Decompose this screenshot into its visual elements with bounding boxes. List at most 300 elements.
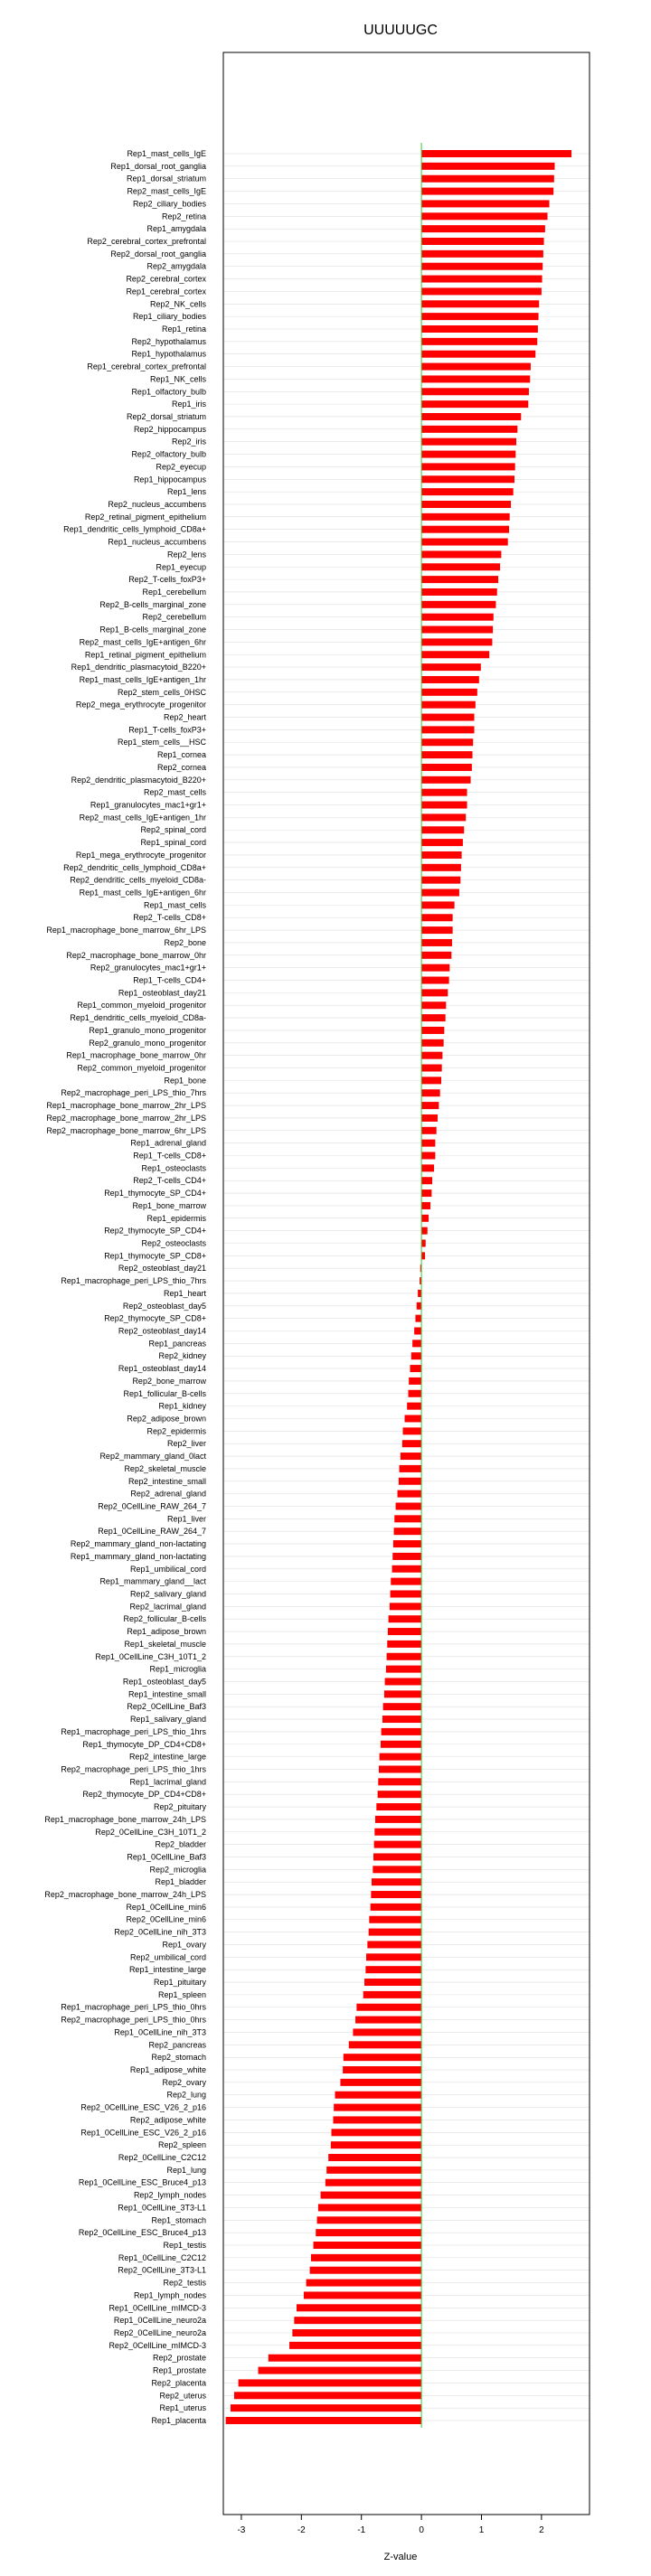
category-label: Rep1_mast_cells_IgE+antigen_6hr [79,888,206,898]
bar [369,1929,421,1936]
category-label: Rep1_testis [163,2241,206,2251]
bar [326,2179,421,2186]
category-label: Rep1_epidermis [146,1213,206,1223]
category-label: Rep1_retina [161,324,206,334]
category-label: Rep2_mammary_gland_0lact [99,1452,206,1462]
bar [365,1966,421,1973]
category-label: Rep1_macrophage_peri_LPS_thio_1hrs [61,1726,206,1736]
x-axis-label: Z-value [383,2552,418,2562]
category-label: Rep2_osteoclasts [141,1238,206,1248]
bar [379,1765,421,1772]
bar [317,2216,422,2223]
category-label: Rep2_0CellLine_neuro2a [113,2328,206,2338]
category-label: Rep2_uterus [159,2391,206,2401]
bar [412,1340,421,1347]
category-label: Rep2_adrenal_gland [130,1489,206,1499]
category-label: Rep1_prostate [152,2365,206,2375]
bar [421,726,474,733]
bar [297,2304,421,2311]
category-label: Rep2_macrophage_peri_LPS_thio_1hrs [61,1764,206,1774]
category-label: Rep2_0CellLine_3T3-L1 [118,2265,206,2275]
bar [421,588,497,596]
category-label: Rep2_mast_cells_IgE [127,186,206,196]
bar [421,313,538,320]
bar [391,1578,421,1585]
bar [411,1352,421,1359]
bar [421,964,449,972]
bar [421,851,461,859]
bar [387,1653,422,1660]
bar [378,1791,421,1798]
category-label: Rep1_stomach [151,2215,206,2225]
category-label: Rep2_retina [161,212,206,221]
bar [380,1753,421,1761]
bar [259,2367,422,2374]
bar [421,1089,440,1096]
bar [421,388,529,395]
category-label: Rep1_kidney [158,1401,206,1411]
bar [421,738,473,746]
category-label: Rep2_spleen [157,2140,206,2150]
category-label: Rep1_lung [166,2165,206,2175]
bar [421,877,460,884]
bar [421,1052,442,1059]
bar [396,1502,422,1509]
category-label: Rep1_mast_cells_IgE [127,149,206,158]
category-label: Rep1_mega_erythrocyte_progenitor [75,850,206,860]
category-label: Rep2_lymph_nodes [133,2190,206,2200]
bar [401,1453,421,1460]
category-label: Rep1_hippocampus [133,475,206,484]
category-label: Rep1_stem_cells__HSC [117,738,206,747]
category-label: Rep1_heart [163,1288,206,1298]
category-label: Rep1_uterus [159,2403,206,2413]
bar [363,1991,421,1998]
category-label: Rep2_dendritic_plasmacytoid_B220+ [71,775,206,785]
category-label: Rep2_mast_cells_IgE+antigen_1hr [79,813,206,823]
bar [355,2017,421,2024]
bar [343,2066,421,2073]
category-label: Rep1_adipose_white [129,2065,206,2075]
category-label: Rep2_bladder [155,1839,206,1849]
bar [421,1014,446,1021]
category-label: Rep1_macrophage_bone_marrow_2hr_LPS [46,1101,206,1111]
category-label: Rep1_NK_cells [149,374,206,384]
category-label: Rep2_epidermis [146,1426,206,1436]
bar [421,150,571,157]
bar [407,1403,421,1410]
bar [421,889,459,897]
category-label: Rep2_umbilical_cord [129,1952,206,1962]
category-label: Rep2_NK_cells [149,299,206,309]
category-label: Rep2_eyecup [156,462,206,472]
bar [385,1678,422,1685]
bar [421,926,453,934]
bar [421,463,515,470]
bar [372,1878,421,1885]
bar [394,1515,421,1522]
category-label: Rep1_cerebral_cortex_prefrontal [87,362,206,371]
category-label: Rep2_stem_cells_0HSC [117,687,206,697]
category-label: Rep1_dorsal_root_ganglia [110,161,206,171]
category-label: Rep2_T-cells_CD8+ [133,913,206,923]
bar [421,1177,432,1184]
category-label: Rep1_hypothalamus [131,349,206,359]
category-label: Rep2_intestine_large [128,1752,206,1762]
category-label: Rep2_ovary [162,2077,206,2087]
bar [421,325,538,333]
bar [421,225,545,232]
category-label: Rep2_osteoblast_day14 [118,1326,206,1336]
bar [374,1829,421,1836]
bars [226,150,571,2424]
bar [421,1227,428,1235]
category-label: Rep1_macrophage_peri_LPS_thio_0hrs [61,2002,206,2012]
bar [392,1565,422,1573]
bar [421,626,493,634]
bar [421,776,470,784]
category-label: Rep2_B-cells_marginal_zone [99,599,206,609]
bar [349,2041,421,2048]
bar [353,2028,421,2035]
bar [421,1027,444,1034]
category-label: Rep2_macrophage_bone_marrow_0hr [66,950,206,960]
category-label: Rep1_ovary [162,1940,206,1950]
bar [410,1365,421,1372]
category-label: Rep1_granulo_mono_progenitor [89,1025,206,1035]
category-label: Rep1_mast_cells_IgE+antigen_1hr [79,674,206,684]
bar [326,2167,421,2174]
category-label: Rep1_ciliary_bodies [132,312,206,322]
category-label: Rep1_lacrimal_gland [129,1777,206,1787]
category-label: Rep1_0CellLine_neuro2a [113,2316,206,2326]
bar [421,1114,438,1122]
bar [340,2079,421,2086]
bar [421,263,542,270]
category-label: Rep2_prostate [152,2353,206,2363]
bar [374,1841,421,1848]
bar [421,375,530,382]
bar [421,864,461,871]
category-label: Rep2_pancreas [148,2040,206,2050]
bar [421,1152,435,1160]
category-label: Rep2_dorsal_root_ganglia [110,249,206,259]
bar [415,1315,421,1322]
bar [304,2291,421,2299]
bar [421,212,547,220]
bar [421,714,474,721]
bar [389,1615,422,1622]
category-label: Rep1_macrophage_peri_LPS_thio_7hrs [61,1276,206,1286]
category-label: Rep1_nucleus_accumbens [108,537,206,547]
category-label: Rep1_granulocytes_mac1+gr1+ [90,800,206,810]
bar [421,689,477,696]
category-label: Rep2_adipose_brown [127,1414,206,1424]
category-label: Rep1_0CellLine_C3H_10T1_2 [95,1651,206,1661]
x-tick-label: 1 [478,2525,485,2535]
category-label: Rep1_0CellLine_min6 [126,1902,206,1912]
category-label: Rep1_osteoclasts [141,1163,206,1173]
bar [390,1603,421,1610]
category-label: Rep2_0CellLine_ESC_Bruce4_p13 [78,2228,206,2238]
bar [421,601,495,608]
category-label: Rep2_granulo_mono_progenitor [89,1038,206,1048]
bar [421,1189,431,1197]
bar [421,764,472,771]
category-label: Rep2_0CellLine_min6 [126,1914,206,1924]
x-tick-label: 2 [539,2525,544,2535]
category-label: Rep1_mammary_gland_non-lactating [70,1551,206,1561]
category-label: Rep2_pituitary [153,1802,206,1812]
bar [421,426,517,433]
bar [376,1803,421,1810]
bar [421,513,510,521]
bar [421,989,448,996]
category-label: Rep1_mammary_gland__lact [99,1576,206,1586]
bar [421,501,511,508]
bar [421,914,453,921]
category-label: Rep1_thymocyte_DP_CD4+CD8+ [82,1739,206,1749]
bar [421,901,455,908]
category-label: Rep1_macrophage_bone_marrow_6hr_LPS [46,926,206,935]
bar [310,2267,421,2274]
category-label: Rep2_spinal_cord [140,825,206,835]
bar [421,287,542,295]
bar [421,363,531,371]
bar [421,300,539,307]
category-label: Rep2_osteoblast_day21 [118,1264,206,1274]
category-label: Rep1_cornea [156,750,206,760]
x-tick-label: -1 [357,2525,366,2535]
category-label: Rep1_skeletal_muscle [124,1639,206,1649]
bar [421,413,521,420]
category-label: Rep2_macrophage_bone_marrow_6hr_LPS [46,1125,206,1135]
category-label: Rep1_lymph_nodes [133,2290,206,2300]
bar [421,488,514,495]
category-label: Rep2_thymocyte_DP_CD4+CD8+ [82,1790,206,1800]
bar [421,1202,430,1209]
category-label: Rep2_thymocyte_SP_CD4+ [104,1226,206,1236]
category-label: Rep2_salivary_gland [129,1589,206,1599]
bar [328,2154,421,2161]
bar [421,526,509,533]
category-label: Rep2_hypothalamus [131,336,206,346]
bar [388,1628,421,1635]
bar [421,839,463,846]
category-label: Rep1_osteoblast_day5 [122,1677,206,1687]
category-label: Rep1_mast_cells [143,900,206,910]
bar [381,1741,421,1748]
bar [334,2104,421,2111]
category-label: Rep2_granulocytes_mac1+gr1+ [90,963,206,973]
category-label: Rep2_dendritic_cells_myeloid_CD8a- [70,875,206,885]
bar [367,1941,421,1948]
bar [366,1953,421,1960]
category-label: Rep1_T-cells_foxP3+ [128,725,206,735]
category-label: Rep2_0CellLine_RAW_264_7 [98,1501,206,1511]
category-label: Rep2_bone [164,937,206,947]
category-label: Rep2_olfactory_bulb [131,449,206,459]
bar [307,2280,421,2287]
category-label: Rep2_common_myeloid_progenitor [77,1063,206,1073]
category-label: Rep1_iris [171,400,206,409]
category-label: Rep2_lacrimal_gland [129,1602,206,1612]
bar [421,163,554,170]
bar [421,952,451,959]
bar [373,1853,421,1860]
bar [269,2355,421,2362]
bar [364,1979,421,1986]
bar [421,651,489,658]
bar [421,238,543,245]
category-label: Rep2_cornea [156,762,206,772]
category-label: Rep1_lens [166,487,206,497]
category-label: Rep1_liver [166,1514,206,1524]
category-label: Rep1_spinal_cord [140,838,206,848]
category-label: Rep1_placenta [151,2416,206,2425]
x-tick-label: -2 [297,2525,306,2535]
category-label: Rep2_T-cells_foxP3+ [128,575,206,585]
bar [335,2092,421,2099]
category-label: Rep2_0CellLine_ESC_V26_2_p16 [80,2102,206,2112]
bar [421,475,514,483]
category-label: Rep1_thymocyte_SP_CD8+ [104,1251,206,1261]
bar [421,188,553,195]
bar [421,451,515,458]
category-label: Rep1_pituitary [153,1978,206,1988]
bar [421,1076,441,1084]
category-label: Rep1_retinal_pigment_epithelium [84,650,206,660]
category-label: Rep2_retinal_pigment_epithelium [84,512,206,522]
category-label: Rep2_0CellLine_C2C12 [118,2153,206,2163]
bar [392,1553,421,1560]
category-label: Rep1_bladder [155,1877,206,1887]
category-label: Rep2_intestine_small [127,1476,206,1486]
bar [421,1102,439,1109]
category-label: Rep1_0CellLine_ESC_V26_2_p16 [80,2128,206,2138]
category-label: Rep2_amygdala [146,261,206,271]
category-label: Rep2_mast_cells [143,787,206,797]
category-label: Rep1_0CellLine_Baf3 [127,1852,206,1862]
bar [378,1778,421,1785]
category-label: Rep2_iris [171,437,206,447]
category-label: Rep2_0CellLine_Baf3 [127,1702,206,1712]
category-label: Rep2_osteoblast_day5 [122,1301,206,1311]
x-tick-label: 0 [419,2525,424,2535]
bar [421,802,467,809]
category-label: Rep2_nucleus_accumbens [108,499,206,509]
bar [398,1490,422,1498]
category-label: Rep1_adipose_brown [127,1627,206,1637]
bar [399,1478,421,1485]
bar [421,1065,442,1072]
category-label: Rep2_cerebral_cortex [126,274,206,284]
category-label: Rep1_cerebral_cortex [126,287,206,296]
bar [318,2204,421,2211]
category-label: Rep1_T-cells_CD4+ [133,975,206,985]
category-label: Rep1_0CellLine_mIMCD-3 [108,2303,206,2313]
category-labels [44,149,206,2425]
bar [421,438,516,446]
category-label: Rep2_lung [166,2090,206,2100]
bar [383,1703,421,1710]
category-label: Rep2_0CellLine_C3H_10T1_2 [95,1827,206,1837]
bar [294,2317,421,2324]
bar [421,175,554,183]
category-label: Rep2_mega_erythrocyte_progenitor [75,700,206,710]
bar [421,576,498,583]
category-label: Rep1_B-cells_marginal_zone [99,625,206,635]
category-label: Rep2_cerebellum [142,612,206,622]
bar [402,1440,421,1447]
bar [394,1528,422,1535]
bar [382,1716,421,1723]
bar [421,563,500,570]
category-label: Rep1_0CellLine_nih_3T3 [114,2027,206,2037]
category-label: Rep1_0CellLine_3T3-L1 [118,2203,206,2213]
category-label: Rep1_0CellLine_RAW_264_7 [98,1527,206,1537]
chart-title: UUUUUGC [363,23,438,38]
category-label: Rep1_cerebellum [142,587,206,597]
bar [386,1666,421,1673]
category-label: Rep2_placenta [151,2378,206,2388]
category-label: Rep1_osteoblast_day21 [118,988,206,998]
bar [421,200,549,207]
bar [400,1465,422,1472]
category-label: Rep1_0CellLine_C2C12 [118,2252,206,2262]
bar [421,1039,444,1047]
bar [421,663,481,671]
bar [421,550,501,558]
category-label: Rep1_pancreas [148,1339,206,1349]
category-label: Rep1_thymocyte_SP_CD4+ [104,1189,206,1199]
category-label: Rep1_follicular_B-cells [123,1388,206,1398]
bar [331,2141,421,2148]
category-label: Rep2_mammary_gland_non-lactating [70,1539,206,1549]
bar [403,1427,422,1434]
category-label: Rep2_thymocyte_SP_CD8+ [104,1313,206,1323]
bar [421,351,535,358]
category-label: Rep2_mast_cells_IgE+antigen_6hr [79,637,206,647]
category-label: Rep2_macrophage_bone_marrow_2hr_LPS [46,1113,206,1123]
bar [414,1327,421,1334]
category-label: Rep1_adrenal_gland [130,1138,206,1148]
category-label: Rep1_intestine_large [128,1965,206,1975]
bar [421,1001,446,1009]
category-label: Rep2_stomach [151,2053,206,2063]
category-label: Rep2_follicular_B-cells [123,1614,206,1624]
bar [421,1215,429,1222]
bar [421,813,466,821]
bar [371,1904,421,1911]
bar [384,1690,421,1697]
bar [382,1728,421,1735]
category-label: Rep1_0CellLine_ESC_Bruce4_p13 [78,2177,206,2187]
bar [421,751,472,758]
bar [369,1916,421,1923]
category-label: Rep1_bone [164,1076,206,1086]
bar [405,1415,422,1422]
bar [409,1377,421,1385]
category-label: Rep1_salivary_gland [129,1715,206,1725]
bar [421,539,508,546]
bar [421,826,464,833]
bar [314,2242,422,2249]
bar [311,2254,421,2261]
category-label: Rep1_bone_marrow [132,1200,206,1210]
bar [421,701,476,709]
bar [375,1816,421,1823]
